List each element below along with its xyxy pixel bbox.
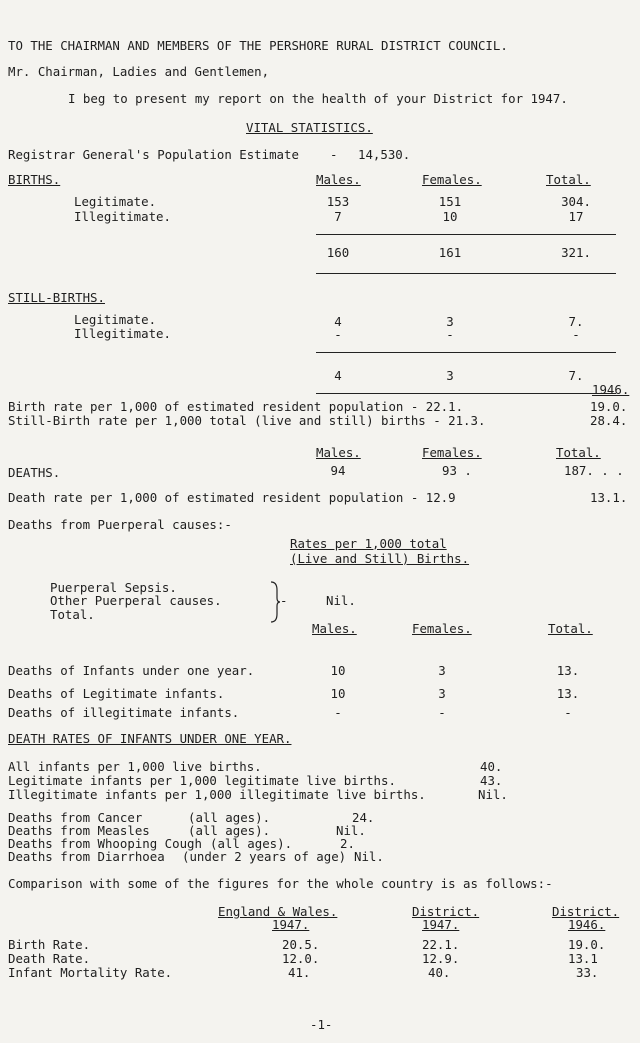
cause-label: Deaths from Measles (8, 823, 150, 838)
births-col-females: Females. (422, 172, 482, 187)
infant-rates-heading: DEATH RATES OF INFANTS UNDER ONE YEAR. (8, 731, 292, 746)
intro-paragraph: I beg to present my report on the health of your District for 1947. (68, 91, 568, 106)
stillbirths-heading: STILL-BIRTHS. (8, 290, 105, 305)
salutation: Mr. Chairman, Ladies and Gentlemen, (8, 64, 270, 79)
puerperal-heading: Deaths from Puerperal causes:- (8, 517, 232, 532)
infants-row-total: - (564, 705, 572, 720)
puerperal-item: Puerperal Sepsis. (50, 580, 177, 595)
births-heading: BIRTHS. (8, 172, 61, 187)
stillbirths-row-females: - (446, 327, 454, 342)
infant-rate-label: All infants per 1,000 live births. (8, 759, 262, 774)
stillbirths-row-males: 4 (334, 314, 342, 329)
births-row-males: 153 (326, 194, 350, 209)
cause-qualifier: (all ages). (188, 823, 271, 838)
deaths-males: 94 (330, 463, 346, 478)
stillbirths-total-males: 4 (334, 368, 342, 383)
comparison-row-district-1946: 33. (576, 965, 599, 980)
cause-label: Deaths from Diarrhoea (8, 849, 165, 864)
births-row-total: 17 (568, 209, 584, 224)
cause-value: Nil. (354, 849, 384, 864)
stillbirths-row-total: 7. (568, 314, 584, 329)
cause-label: Deaths from Cancer (8, 810, 143, 825)
comparison-row-district-1947: 22.1. (422, 937, 460, 952)
cause-qualifier: (all ages). (188, 810, 271, 825)
comparison-row-district-1947: 40. (428, 965, 451, 980)
puerperal-item: Total. (50, 607, 95, 622)
comparison-col-district-1946: District. (552, 904, 620, 919)
stillbirths-total-females: 3 (446, 368, 454, 383)
stillbirths-total-total: 7. (568, 368, 584, 383)
population-value: 14,530. (358, 147, 411, 162)
vital-statistics-heading: VITAL STATISTICS. (246, 120, 373, 135)
births-total-males: 160 (326, 245, 350, 260)
infants-row-females: 3 (438, 686, 446, 701)
births-row-label: Legitimate. (74, 194, 157, 209)
infant-rate-value: 40. (480, 759, 503, 774)
comparison-row-label: Infant Mortality Rate. (8, 965, 173, 980)
deaths-total: 187. . . (564, 463, 624, 478)
comparison-row-district-1946: 19.0. (568, 937, 606, 952)
comparison-row-district-1947: 12.9. (422, 951, 460, 966)
infant-rate-value: Nil. (478, 787, 508, 802)
stillbirths-row-total: - (572, 327, 580, 342)
comparison-col-england-wales: England & Wales. (218, 904, 338, 919)
stillbirths-row-males: - (334, 327, 342, 342)
infants-row-label: Deaths of illegitimate infants. (8, 705, 240, 720)
infants-row-females: 3 (438, 663, 446, 678)
infants-col-females: Females. (412, 621, 472, 636)
cause-value: 24. (352, 810, 375, 825)
cause-label: Deaths from Whooping Cough (8, 836, 202, 851)
birth-rate-label: Birth rate per 1,000 of estimated resident population - 22.1. (8, 399, 464, 414)
comparison-row-england-wales: 12.0. (282, 951, 320, 966)
comparison-col-district-1947: District. (412, 904, 480, 919)
stillbirths-row-label: Legitimate. (74, 312, 157, 327)
cause-qualifier: (all ages). (210, 836, 293, 851)
births-col-males: Males. (316, 172, 361, 187)
infants-row-label: Deaths of Legitimate infants. (8, 686, 225, 701)
comparison-row-label: Death Rate. (8, 951, 91, 966)
comparison-row-label: Birth Rate. (8, 937, 91, 952)
infants-col-total: Total. (548, 621, 593, 636)
death-rate-label: Death rate per 1,000 of estimated resident population - 12.9 (8, 490, 456, 505)
deaths-col-females: Females. (422, 445, 482, 460)
infants-row-males: 10 (330, 686, 346, 701)
deaths-col-males: Males. (316, 445, 361, 460)
comparison-row-district-1946: 13.1 (568, 951, 598, 966)
stillbirths-divider-bottom (316, 393, 616, 394)
puerperal-dash: - (280, 593, 288, 608)
infants-col-males: Males. (312, 621, 357, 636)
deaths-heading: DEATHS. (8, 465, 61, 480)
infants-row-total: 13. (556, 663, 580, 678)
cause-value: Nil. (336, 823, 366, 838)
births-total-total: 321. (561, 245, 591, 260)
population-dash: - (330, 147, 338, 162)
cause-value: 2. (340, 836, 355, 851)
puerperal-value: Nil. (326, 593, 356, 608)
stillbirth-rate-1946: 28.4. (590, 413, 628, 428)
puerperal-rates-heading-line1: Rates per 1,000 total (290, 536, 447, 551)
infant-rate-value: 43. (480, 773, 503, 788)
comparison-row-england-wales: 20.5. (282, 937, 320, 952)
comparison-row-england-wales: 41. (288, 965, 311, 980)
births-row-label: Illegitimate. (74, 209, 171, 224)
stillbirths-row-females: 3 (446, 314, 454, 329)
infants-row-females: - (438, 705, 446, 720)
deaths-females: 93 . (442, 463, 472, 478)
cause-qualifier: (under 2 years of age) (182, 849, 347, 864)
infant-rate-label: Illegitimate infants per 1,000 illegitimate live births. (8, 787, 426, 802)
infants-row-label: Deaths of Infants under one year. (8, 663, 255, 678)
births-total-females: 161 (438, 245, 462, 260)
puerperal-item: Other Puerperal causes. (50, 593, 222, 608)
infants-row-total: 13. (556, 686, 580, 701)
stillbirths-row-label: Illegitimate. (74, 326, 171, 341)
page-number: -1- (310, 1017, 333, 1032)
births-row-males: 7 (334, 209, 342, 224)
stillbirths-divider-top (316, 352, 616, 353)
comparison-col-district-1947-year: 1947. (422, 917, 460, 932)
year-1946-heading: 1946. (592, 382, 630, 397)
births-row-total: 304. (561, 194, 591, 209)
death-rate-1946: 13.1. (590, 490, 628, 505)
population-label: Registrar General's Population Estimate (8, 147, 299, 162)
infant-rate-label: Legitimate infants per 1,000 legitimate live births. (8, 773, 396, 788)
comparison-col-district-1946-year: 1946. (568, 917, 606, 932)
stillbirth-rate-label: Still-Birth rate per 1,000 total (live and still) births - 21.3. (8, 413, 486, 428)
comparison-intro: Comparison with some of the figures for the whole country is as follows:- (8, 876, 553, 891)
document-title: TO THE CHAIRMAN AND MEMBERS OF THE PERSHORE RURAL DISTRICT COUNCIL. (8, 38, 508, 53)
deaths-col-total: Total. (556, 445, 601, 460)
births-col-total: Total. (546, 172, 591, 187)
infants-row-males: - (334, 705, 342, 720)
birth-rate-1946: 19.0. (590, 399, 628, 414)
births-row-females: 10 (442, 209, 458, 224)
births-row-females: 151 (438, 194, 462, 209)
puerperal-rates-heading-line2: (Live and Still) Births. (290, 551, 470, 566)
infants-row-males: 10 (330, 663, 346, 678)
births-divider-bottom (316, 273, 616, 274)
births-divider-top (316, 234, 616, 235)
comparison-col-england-wales-year: 1947. (272, 917, 310, 932)
